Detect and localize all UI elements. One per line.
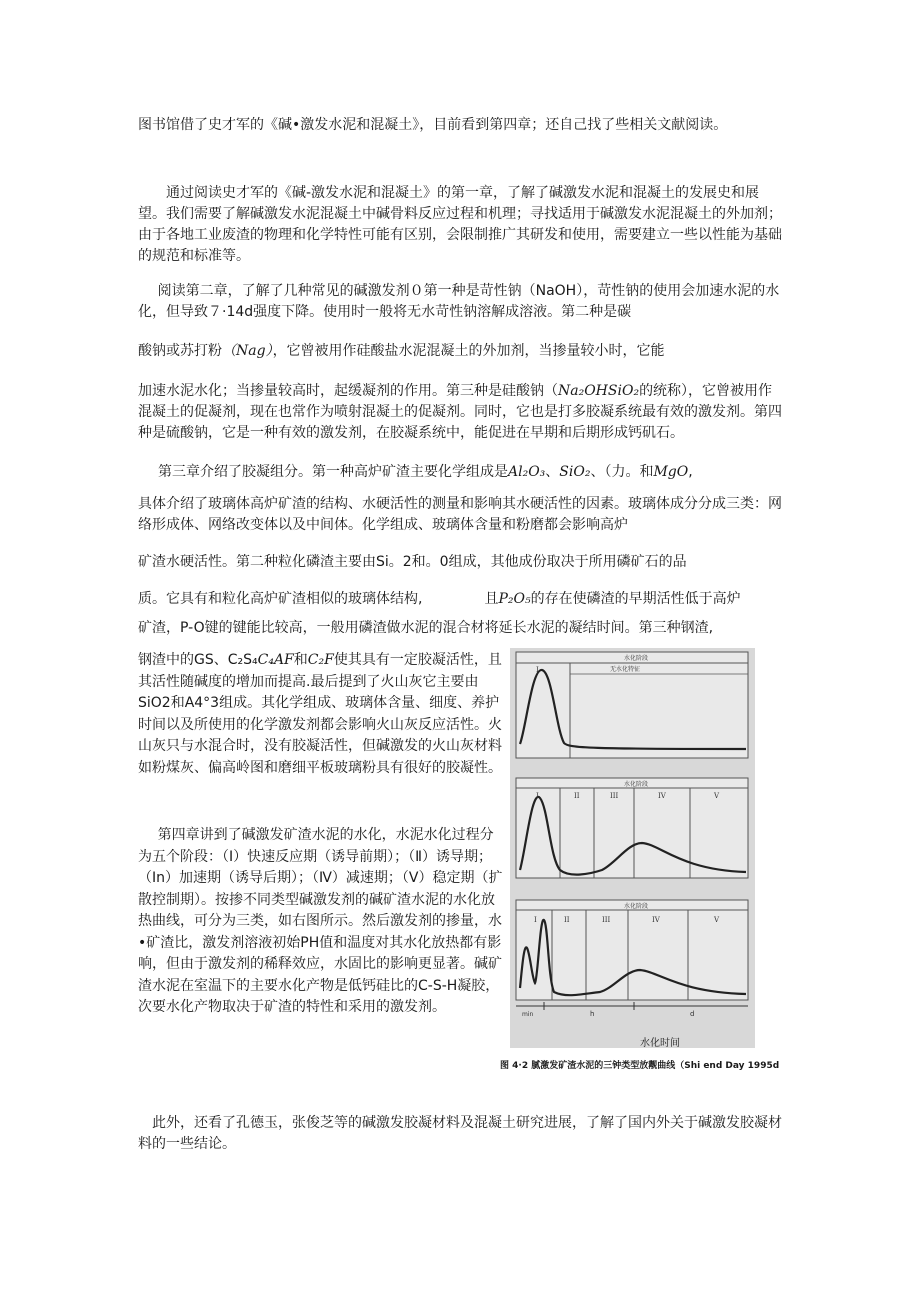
paragraph-other-reading: 此外，还看了孔德玉，张俊芝等的碱激发胶凝材料及混凝土研究进展，了解了国内外关于碱激发胶凝材料的一些结论。 (138, 1115, 782, 1152)
panel-3-frame (516, 900, 748, 1000)
text-segment: 、 (545, 464, 560, 480)
panel-2-stage-V: V (714, 792, 720, 800)
formula: Al₂O₃ (508, 464, 546, 480)
formula: C₄AF (257, 652, 294, 668)
figure-xlabel: 水化时间 (640, 1038, 680, 1049)
paragraph-chapter2-c (138, 381, 783, 444)
paragraph-chapter4: 第四章讲到了碱激发矿渣水泥的水化，水泥水化过程分为五个阶段：（Ⅰ）快速反应期（诱导前期）；（Ⅱ）诱导期；（In）加速期（诱导后期）；（Ⅳ）减速期；（Ⅴ）稳定期（扩散控制期）。按掺不同类型碱激发剂的碱矿渣水泥的水化放热曲线，可分为三类，如右图所示。然后激发剂的掺量，水•矿渣比，激发剂溶液初始PH值和温度对其水化放热都有影响，但由于激发剂的稀释效应，水固比的影响更显著。碱矿渣水泥在室温下的主要水化产物是低钙硅比的C-S-H凝胶，次要水化产物取决于矿渣的特性和采用的激发剂。 (138, 827, 503, 1015)
hydration-heat-figure (510, 648, 755, 1048)
panel-1-stage-I: I (536, 666, 539, 674)
formula: P₂O₅ (498, 591, 531, 607)
figure-svg (510, 648, 755, 1048)
text-segment: 的统称），它曾被用作混凝土的促凝剂，现在也常作为喷射混凝土的促凝剂。同时，它也是打多胶凝系统最有效的激发剂。第四种是硫酸钠，它是一种有效的激发剂，在胶凝系统中，能促进在早期和后期形成钙矶石。 (138, 383, 782, 441)
text-segment: 钢渣中的GS、C₂S₄ (138, 652, 258, 668)
panel-3-stage-I: I (534, 916, 537, 924)
panel-1-no-hydration: 无水化特征 (610, 666, 641, 673)
paragraph-chapter2-b (138, 341, 665, 361)
text-segment: 第三章介绍了胶凝组分。第一种高炉矿渣主要化学组成是 (158, 464, 508, 480)
text-segment: 和 (293, 652, 308, 668)
panel-3-stage-V: V (714, 916, 720, 924)
text-segment: ，它曾被用作硅酸盐水泥混凝土的外加剂，当掺量较小时，它能 (272, 343, 665, 359)
formula: （Nag） (222, 343, 273, 359)
text-segment: 、（力。和 (590, 464, 654, 480)
text-segment: , (688, 464, 693, 480)
time-axis-h: h (590, 1010, 595, 1018)
text-segment: 加速水泥水化；当掺量较高时，起缓凝剂的作用。第三种是硅酸钠（ (138, 383, 558, 399)
figure-caption: 图 4·2 腻激发矿渣水泥的三钟类型放觏曲线（Shi end Day 1995d (500, 1061, 780, 1071)
panel-3-stage-II: II (564, 916, 570, 924)
panel-3-title: 水化阶段 (624, 903, 649, 910)
formula: MgO (653, 464, 689, 480)
time-axis-min: min (522, 1011, 534, 1018)
text-segment: 酸钠或苏打粉 (138, 343, 222, 359)
panel-3-stage-III: III (602, 916, 611, 924)
time-axis-d: d (690, 1010, 695, 1018)
paragraph-library: 图书馆借了史才军的《碱•激发水泥和混凝土》，目前看到第四章；还自己找了些相关文献阅读。 (138, 117, 728, 133)
panel-3-stage-IV: IV (652, 916, 660, 924)
formula: SiO₂ (559, 464, 591, 480)
formula: Na₂OHSiO₂ (558, 383, 640, 399)
panel-1-title: 水化阶段 (624, 655, 649, 662)
paragraph-chapter2-a: 阅读第二章，了解了几种常见的碱激发剂０第一种是苛性钠（NaOH），苛性钠的使用会加速水泥的水化，但导致７·14d强度下降。使用时一般将无水苛性钠溶解成溶液。第二种是碳 (138, 283, 780, 320)
panel-2-stage-IV: IV (658, 792, 666, 800)
paragraph-chapter3-a (158, 462, 693, 482)
paragraph-chapter3-d (138, 589, 741, 609)
paragraph-chapter3-b: 具体介绍了玻璃体高炉矿渣的结构、水硬活性的测量和影响其水硬活性的因素。玻璃体成分分成三类：网络形成体、网络改变体以及中间体。化学组成、玻璃体含量和粉磨都会影响高炉 (138, 496, 782, 533)
paragraph-chapter3-e: 矿渣，P-O键的键能比较高，一般用磷渣做水泥的混合材将延长水泥的凝结时间。第三种钢渣, (138, 620, 714, 636)
panel-2-title: 水化阶段 (624, 781, 649, 788)
text-segment: 的存在使磷渣的早期活性低于高炉 (530, 591, 741, 607)
panel-2-stage-III: III (610, 792, 619, 800)
panel-2-stage-II: II (574, 792, 580, 800)
paragraph-chapter3-f (138, 650, 503, 779)
formula: C₂F (307, 652, 334, 668)
paragraph-chapter3-c: 矿渣水硬活性。第二种粒化磷渣主要由Si。2和。0组成，其他成份取决于所用磷矿石的品 (138, 554, 687, 570)
text-segment: 且 (484, 591, 499, 607)
text-segment: 使其具有一定胶凝活性，且其活性随碱度的增加而提高.最后提到了火山灰它主要由SiO2和A4°3组成。其化学组成、玻璃体含量、细度、养护时间以及所使用的化学激发剂都会影响火山灰反应活性。火山灰只与水混合时，没有胶凝活性，但碱激发的火山灰材料如粉煤灰、偏高岭图和磨细平板玻璃粉具有很好的胶凝性。 (138, 652, 502, 776)
paragraph-chapter1: 通过阅读史才军的《碱-激发水泥和混凝土》的第一章，了解了碱激发水泥和混凝土的发展史和展望。我们需要了解碱激发水泥混凝土中碱骨料反应过程和机理；寻找适用于碱激发水泥混凝土的外加剂；由于各地工业废渣的物理和化学特性可能有区别，会限制推广其研发和使用，需要建立一些以性能为基础的规范和标准等。 (138, 185, 782, 264)
panel-2-stage-I: I (536, 792, 539, 800)
text-segment: 质。它具有和粒化高炉矿渣相似的玻璃体结构, (138, 591, 423, 607)
